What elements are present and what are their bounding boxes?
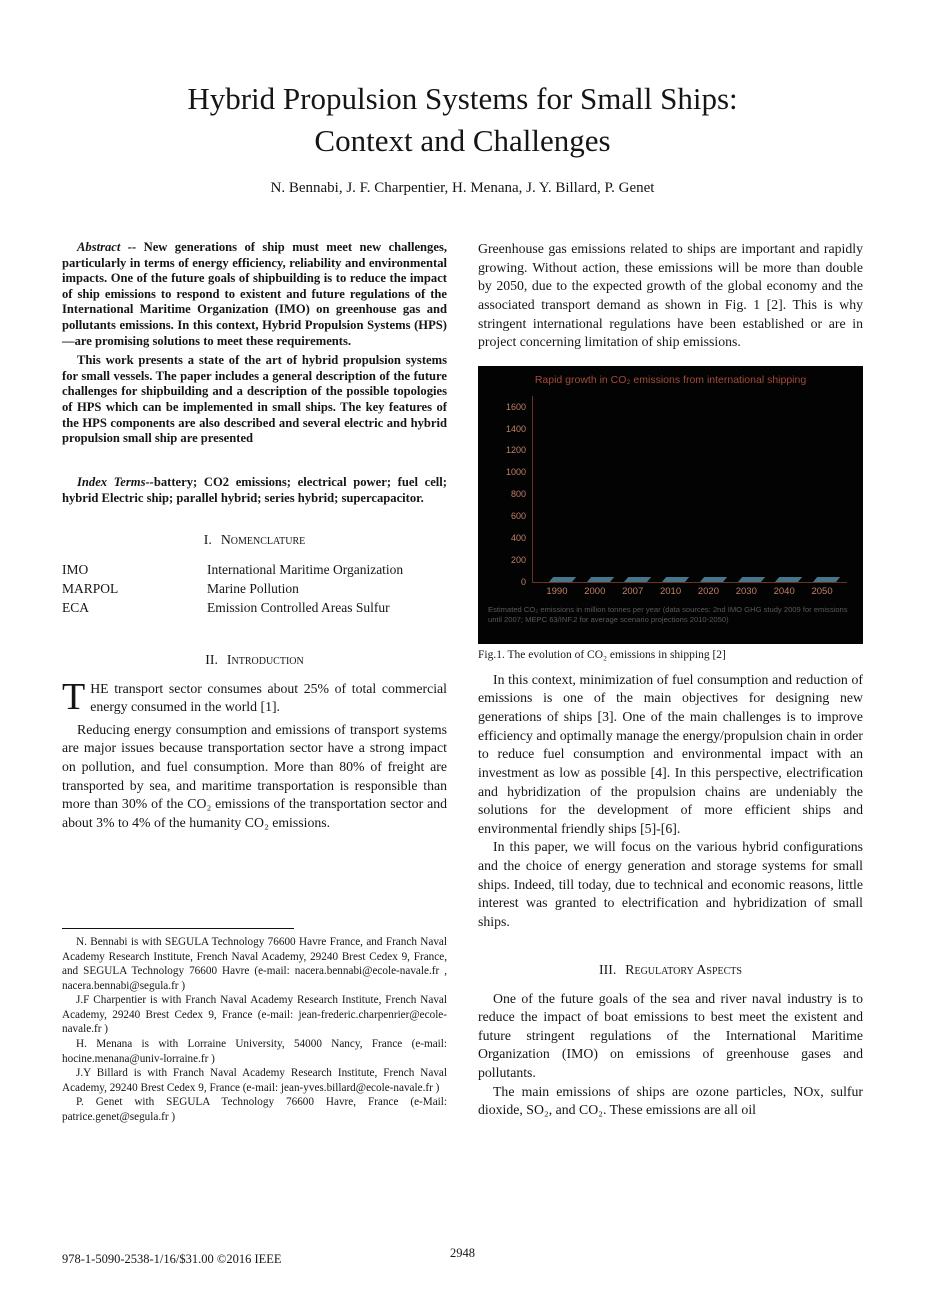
nomenclature-definition: International Maritime Organization [207,562,404,578]
abstract-paragraph-2: This work presents a state of the art of hybrid propulsion systems for small vessels. The paper includes a general description of the future challenges for shipbuilding and a description of the possible topologies of HPS which can be implemented in small ships. The key features of the HPS components are also described and several electric and hybrid propulsion small ship are presented [62,353,447,446]
section-title: Introduction [226,651,304,667]
index-terms-text: battery; CO2 emissions; electrical power; fuel cell; hybrid Electric ship; parallel hybrid; series hybrid; supercapacitor. [62,474,447,505]
footnote: H. Menana is with Lorraine University, 54000 Nancy, France (e-mail: hocine.menana@univ-lorraine.fr ) [62,1037,447,1065]
index-terms-label: Index Terms-- [77,474,154,489]
footer-copyright: 978-1-5090-2538-1/16/$31.00 ©2016 IEEE [62,1252,282,1266]
chart-ytick-label: 800 [510,489,526,500]
chart-xtick-label: 2030 [735,585,757,597]
chart-ytick-label: 1200 [505,445,526,456]
chart-ytick-label: 1400 [505,423,526,434]
chart-title: Rapid growth in CO₂ emissions from international shipping [534,373,807,386]
section-number: III. [599,961,617,977]
section-title: Nomenclature [220,532,306,548]
footnotes-block [62,928,447,1124]
section-heading-nomenclature [62,532,447,548]
nomenclature-definition: Marine Pollution [207,581,299,597]
paper-title-line1: Hybrid Propulsion Systems for Small Ships: [187,81,738,116]
introduction-text-1: HE transport sector consumes about 25% of total commercial energy consumed in the world [1]. [90,680,447,715]
right-paragraph-2: In this context, minimization of fuel consumption and reduction of emissions is one of the main objectives for designing new generations of ships [3]. One of the main challenges is to improve efficiency and optimally manage the energy/propulsion chain in order to reduce fuel consumption and environmental impact with an investment as low as possible [4]. In this perspective, electrification and hybridization of the propulsion chains are undeniably the solutions for the development of more efficient ships and environmental friendly ships [5]-[6]. [478,671,863,836]
footnote: P. Genet with SEGULA Technology 76600 Havre, France (e-Mail: patrice.genet@segula.fr ) [62,1096,447,1123]
chart-ytick-label: 0 [520,576,526,587]
chart-xtick-label: 2050 [811,585,833,597]
right-column [478,240,863,1120]
section-number: I. [203,532,212,548]
nomenclature-row [62,560,447,579]
footnote: N. Bennabi is with SEGULA Technology 76600 Havre France, and Franch Naval Academy Research Institute, French Naval Academy, 29240 Brest Cedex 9, France, and SEGULA Technology 76600 Havre (e-mail: nacera.bennabi@ecole-navale.fr , nacera.bennabi@segula.fr ) [62,936,447,992]
chart-xtick-label: 2007 [622,585,644,597]
section-number: II. [205,651,218,667]
abstract-label: Abstract -- [77,240,137,254]
nomenclature-row [62,598,447,617]
figure-co2-chart [478,366,863,661]
section-title: Regulatory Aspects [625,961,742,977]
right-paragraph-4: One of the future goals of the sea and river naval industry is to reduce the impact of boat emissions to best meet the existent and future stringent regulations of the International Maritime Organization (IMO) on emissions of greenhouse gases and pollutants. [478,990,863,1080]
section-heading-introduction [62,652,447,668]
chart-plot-area [505,396,847,587]
right-paragraph-5: The main emissions of ships are ozone particles, NOx, sulfur dioxide, SO₂, and CO₂. These emissions are all oil [478,1083,863,1118]
co2-emissions-chart [478,366,863,644]
right-paragraph-1: Greenhouse gas emissions related to ships are important and rapidly growing. Without action, these emissions will be more than double by 2050, due to the expected growth of the global economy and the associated transport demand as shown in Fig. 1 [2]. This is why stringent international regulations have been established or are in project concerning limitation of ship emissions. [478,241,863,350]
chart-xtick-label: 2020 [697,585,719,597]
paper-header [0,78,925,197]
nomenclature-row [62,579,447,598]
index-terms [62,475,447,506]
chart-ytick-label: 1600 [505,401,526,412]
abstract-text-1: New generations of ship must meet new challenges, particularly in terms of energy efficiency, reliability and environmental impacts. One of the future goals of shipbuilding is to reduce the impact of ship emissions to respond to existent and future regulations of the International Maritime Organization (IMO) on greenhouse gas and pollutants emissions. In this context, Hybrid Propulsion Systems (HPS)—are promising solutions to meet these requirements. [62,240,447,348]
authors: N. Bennabi, J. F. Charpentier, H. Menana, J. Y. Billard, P. Genet [270,179,655,196]
chart-xtick-label: 2010 [659,585,682,597]
chart-xtick-label: 2040 [773,585,795,597]
introduction-paragraph-2: Reducing energy consumption and emissions of transport systems are major issues because transportation sector have a strong impact on pollution, and fuel consumption. More than 80% of freight are transported by sea, and maritime transportation is responsible than more than 30% of the CO₂ emissions of the transportation sector and about 3% to 4% of the humanity CO₂ emissions. [62,721,447,830]
chart-bars [533,396,847,582]
paper-title-line2: Context and Challenges [314,122,611,158]
figure-caption: Fig.1. The evolution of CO₂ emissions in shipping [2] [478,648,726,661]
right-paragraph-3: In this paper, we will focus on the various hybrid configurations and the choice of energy generation and storage systems for small ships. Indeed, till today, due to technical and economic reasons, little interest was granted to electrification and hybridization of small ships. [478,839,863,929]
chart-xtick-label: 1990 [546,585,568,597]
nomenclature-definition: Emission Controlled Areas Sulfur [207,600,390,616]
footnote-rule [62,928,294,929]
chart-source-note: Estimated CO₂ emissions in million tonnes per year (data sources: 2nd IMO GHG study 2009 for emissions until 2007; MEPC 63/INF.2 for average scenario projections 2010-2050) [488,604,848,624]
chart-xaxis [532,586,847,597]
nomenclature-term: MARPOL [62,581,119,597]
chart-ytick-label: 400 [510,533,526,543]
chart-ytick-label: 600 [510,511,526,522]
footnote: J.Y Billard is with Franch Naval Academy Research Institute, French Naval Academy, 29240 Brest Cedex 9, France (e-mail: jean-yves.billard@ecole-navale.fr ) [62,1067,447,1094]
section-heading-regulatory [478,962,863,978]
chart-xtick-label: 2000 [584,585,606,597]
introduction-paragraph-1 [62,675,447,718]
chart-ytick-label: 200 [510,554,526,565]
abstract-paragraph-1 [62,240,447,349]
paper-title [0,78,925,162]
page-number: 2948 [450,1246,475,1260]
footnote: J.F Charpentier is with Franch Naval Academy Research Institute, French Naval Academy, 29240 Brest Cedex 9, France (e-mail: jean-frederic.charpenrier@ecole-navale.fr ) [62,994,447,1036]
nomenclature-term: ECA [62,600,89,616]
chart-ytick-label: 1000 [505,467,526,478]
left-column [62,240,447,833]
dropcap-letter: T [62,675,86,718]
nomenclature-term: IMO [62,562,89,578]
